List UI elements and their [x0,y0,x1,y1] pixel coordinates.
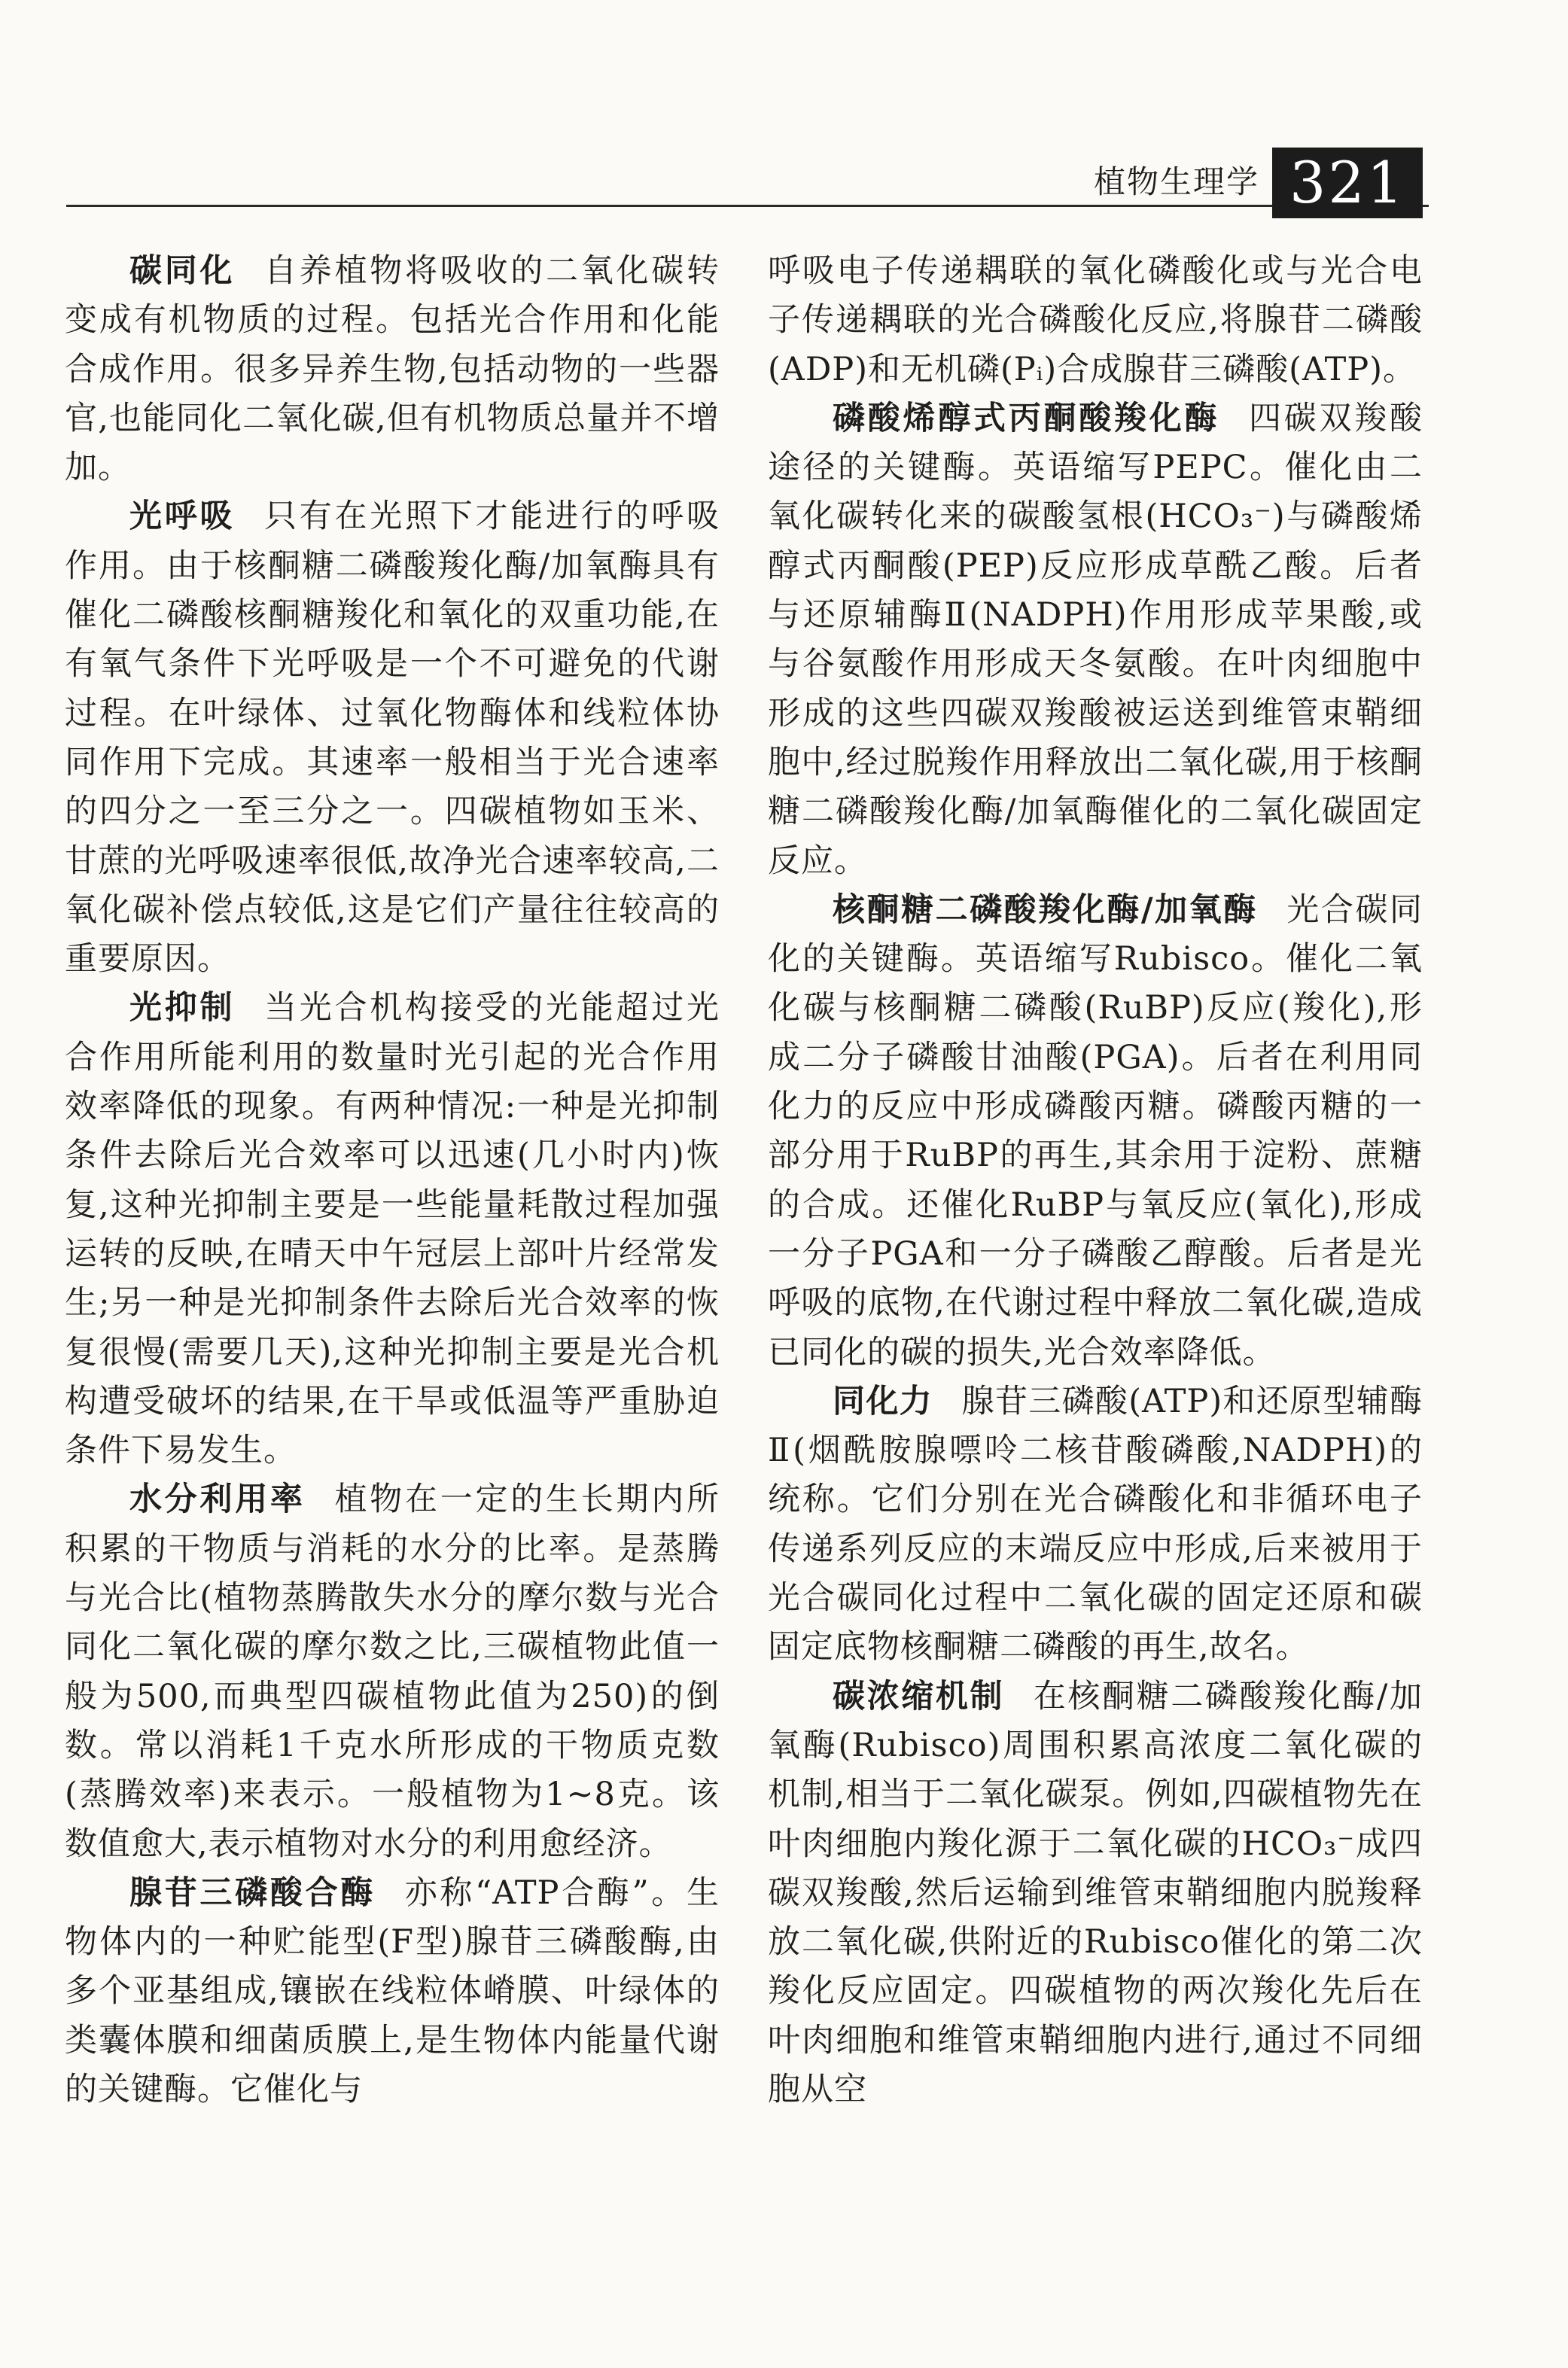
entry-term: 腺苷三磷酸合酶 [129,1873,376,1912]
running-header-title: 植物生理学 [1093,163,1259,200]
entry-term: 碳同化 [129,252,236,290]
entry-continuation: 呼吸电子传递耦联的氧化磷酸化或与光合电子传递耦联的光合磷酸化反应,将腺苷二磷酸(ADP)和无机磷(Pᵢ)合成腺苷三磷酸(ATP)。 [768,252,1423,388]
entry-pepc [768,394,1423,886]
entry-definition: 植物在一定的生长期内所积累的干物质与消耗的水分的比率。是蒸腾与光合比(植物蒸腾散失水分的摩尔数与光合同化二氧化碳的摩尔数之比,三碳植物此值一般为500,而典型四碳植物此值为250)的倒数。常以消耗1千克水所形成的干物质克数(蒸腾效率)来表示。一般植物为1~8克。该数值愈大,表示植物对水分的利用愈经济。 [65,1481,720,1863]
entry-definition: 在核酮糖二磷酸羧化酶/加氧酶(Rubisco)周围积累高浓度二氧化碳的机制,相当于二氧化碳泵。例如,四碳植物先在叶肉细胞内羧化源于二氧化碳的HCO₃⁻成四碳双羧酸,然后运输到维管束鞘细胞内脱羧释放二氧化碳,供附近的Rubisco催化的第二次羧化反应固定。四碳植物的两次羧化先后在叶肉细胞和维管束鞘细胞内进行,通过不同细胞从空 [768,1677,1423,2108]
entry-definition: 光合碳同化的关键酶。英语缩写Rubisco。催化二氧化碳与核酮糖二磷酸(RuBP)反应(羧化),形成二分子磷酸甘油酸(PGA)。后者在利用同化力的反应中形成磷酸丙糖。磷酸丙糖的一部分用于RuBP的再生,其余用于淀粉、蔗糖的合成。还催化RuBP与氧反应(氧化),形成一分子PGA和一分子磷酸乙醇酸。后者是光呼吸的底物,在代谢过程中释放二氧化碳,造成已同化的碳的损失,光合效率降低。 [768,890,1423,1371]
entry-assimilatory-power [768,1377,1423,1673]
entry-term: 光抑制 [129,989,236,1027]
entry-rubisco [768,886,1423,1377]
entry-term: 磷酸烯醇式丙酮酸羧化酶 [833,399,1220,437]
entry-carbon-concentrating-mechanism [768,1673,1423,2115]
entry-carbon-assimilation [65,247,720,492]
header-rule [66,205,1429,207]
entry-water-use-efficiency [65,1475,720,1868]
entry-definition: 只有在光照下才能进行的呼吸作用。由于核酮糖二磷酸羧化酶/加氧酶具有催化二磷酸核酮糖羧化和氧化的双重功能,在有氧气条件下光呼吸是一个不可避免的代谢过程。在叶绿体、过氧化物酶体和线粒体协同作用下完成。其速率一般相当于光合速率的四分之一至三分之一。四碳植物如玉米、甘蔗的光呼吸速率很低,故净光合速率较高,二氧化碳补偿点较低,这是它们产量往往较高的重要原因。 [65,498,720,979]
left-column [65,247,720,2114]
right-column [768,247,1423,2114]
entry-term: 碳浓缩机制 [833,1677,1005,1715]
entry-term: 核酮糖二磷酸羧化酶/加氧酶 [833,890,1258,929]
entry-photoinhibition [65,984,720,1475]
entry-term: 同化力 [833,1382,933,1420]
entry-definition: 四碳双羧酸途径的关键酶。英语缩写PEPC。催化由二氧化碳转化来的碳酸氢根(HCO₃⁻)与磷酸烯醇式丙酮酸(PEP)反应形成草酰乙酸。后者与还原辅酶Ⅱ(NADPH)作用形成苹果酸,或与谷氨酸作用形成天冬氨酸。在叶肉细胞中形成的这些四碳双羧酸被运送到维管束鞘细胞中,经过脱羧作用释放出二氧化碳,用于核酮糖二磷酸羧化酶/加氧酶催化的二氧化碳固定反应。 [768,399,1423,880]
page-number: 321 [1272,148,1423,218]
entry-definition: 亦称“ATP合酶”。生物体内的一种贮能型(F型)腺苷三磷酸酶,由多个亚基组成,镶嵌在线粒体嵴膜、叶绿体的类囊体膜和细菌质膜上,是生物体内能量代谢的关键酶。它催化与 [65,1873,720,2108]
entry-definition: 腺苷三磷酸(ATP)和还原型辅酶Ⅱ(烟酰胺腺嘌呤二核苷酸磷酸,NADPH)的统称。它们分别在光合磷酸化和非循环电子传递系列反应的末端反应中形成,后来被用于光合碳同化过程中二氧化碳的固定还原和碳固定底物核酮糖二磷酸的再生,故名。 [768,1382,1423,1666]
entry-atp-synthase [65,1869,720,2114]
entry-definition: 自养植物将吸收的二氧化碳转变成有机物质的过程。包括光合作用和化能合成作用。很多异养生物,包括动物的一些器官,也能同化二氧化碳,但有机物质总量并不增加。 [65,252,720,487]
entry-photorespiration [65,492,720,984]
entry-definition: 当光合机构接受的光能超过光合作用所能利用的数量时光引起的光合作用效率降低的现象。有两种情况:一种是光抑制条件去除后光合效率可以迅速(几小时内)恢复,这种光抑制主要是一些能量耗散过程加强运转的反映,在晴天中午冠层上部叶片经常发生;另一种是光抑制条件去除后光合效率的恢复很慢(需要几天),这种光抑制主要是光合机构遭受破坏的结果,在干旱或低温等严重胁迫条件下易发生。 [65,989,720,1470]
entry-term: 光呼吸 [129,498,236,536]
entry-term: 水分利用率 [129,1481,306,1519]
